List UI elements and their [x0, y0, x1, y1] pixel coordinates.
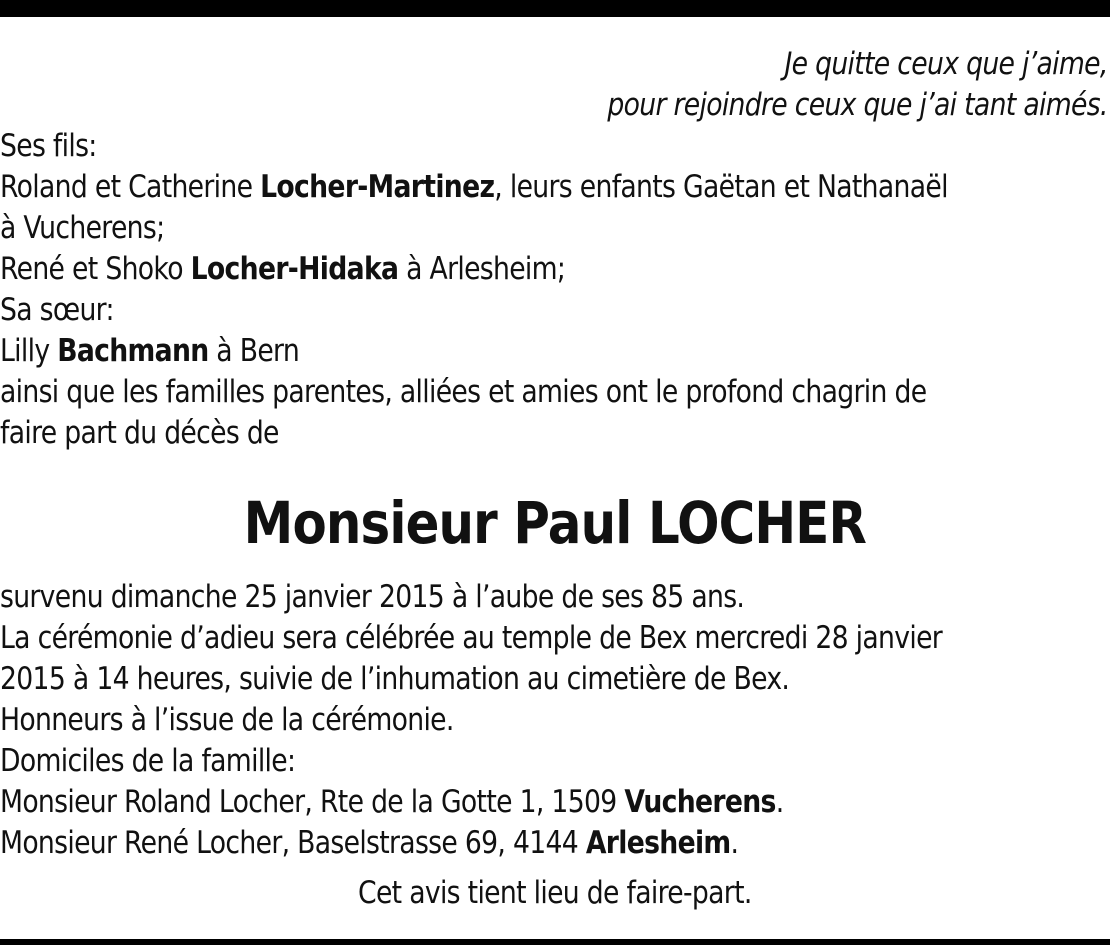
- son-1-line: Roland et Catherine Locher-Martinez, leurs enfants Gaëtan et Nathanaël: [0, 169, 948, 205]
- deceased-name: Monsieur Paul LOCHER: [243, 489, 867, 557]
- bottom-border: [0, 939, 1110, 945]
- address-2-city: Arlesheim: [585, 825, 731, 861]
- epigraph-quote: [0, 44, 1109, 126]
- details-line-1: survenu dimanche 25 janvier 2015 à l’aube de ses 85 ans.: [0, 579, 745, 615]
- son-1-place: à Vucherens;: [0, 210, 165, 246]
- sons-heading: Ses fils:: [0, 128, 97, 164]
- sister-line: Lilly Bachmann à Bern: [0, 333, 300, 369]
- details-line-5: Domiciles de la famille:: [0, 743, 296, 779]
- details-line-3: 2015 à 14 heures, suivie de l’inhumation au cimetière de Bex.: [0, 661, 790, 697]
- details-line-4: Honneurs à l’issue de la cérémonie.: [0, 702, 454, 738]
- address-1: Monsieur Roland Locher, Rte de la Gotte 1, 1509 Vucherens.: [0, 784, 784, 820]
- quote-line-1: Je quitte ceux que j’aime,: [784, 46, 1108, 82]
- details-line-2: La cérémonie d’adieu sera célébrée au temple de Bex mercredi 28 janvier: [0, 620, 943, 656]
- notice-top-section: [0, 44, 1109, 454]
- quote-line-2: pour rejoindre ceux que j’ai tant aimés.: [607, 87, 1108, 123]
- announcement-line-1: ainsi que les familles parentes, alliées et amies ont le profond chagrin de: [0, 374, 927, 410]
- family-list: [0, 126, 1109, 454]
- announcement-line-2: faire part du décès de: [0, 415, 279, 451]
- son-1-surname: Locher-Martinez: [260, 169, 495, 205]
- top-border: [0, 0, 1110, 17]
- son-2-line: René et Shoko Locher-Hidaka à Arlesheim;: [0, 251, 566, 287]
- sister-surname: Bachmann: [57, 333, 209, 369]
- sister-heading: Sa sœur:: [0, 292, 114, 328]
- footer-note: Cet avis tient lieu de faire-part.: [358, 875, 752, 911]
- ceremony-details: [0, 577, 1109, 864]
- address-2: Monsieur René Locher, Baselstrasse 69, 4144 Arlesheim.: [0, 825, 739, 861]
- address-1-city: Vucherens: [624, 784, 776, 820]
- son-2-surname: Locher-Hidaka: [190, 251, 399, 287]
